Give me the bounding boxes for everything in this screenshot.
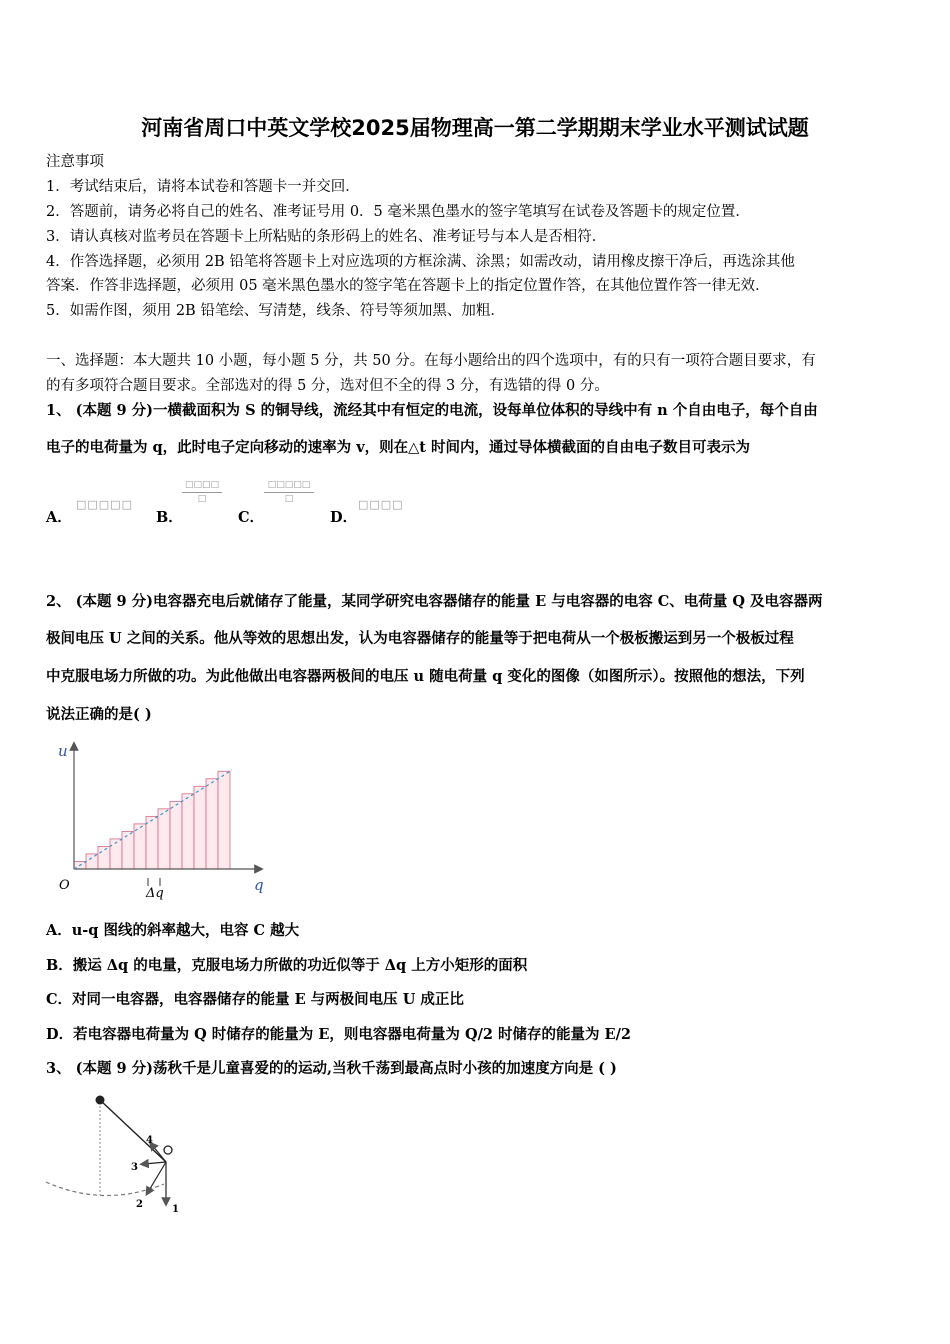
q2-choice-a: A．u-q 图线的斜率越大，电容 C 越大: [46, 922, 300, 939]
note-item-3: 3．请认真核对监考员在答题卡上所粘贴的条形码上的姓名、准考证号与本人是否相符．: [46, 229, 607, 245]
q2-choice-b: B．搬运 Δq 的电量，克服电场力所做的功近似等于 Δq 上方小矩形的面积: [46, 957, 528, 974]
note-item-1: 1．考试结束后，请将本试卷和答题卡一并交回．: [46, 179, 360, 195]
q3-arrow-label-3: 3: [131, 1162, 138, 1173]
section-intro-1: 一、选择题：本大题共 10 小题，每小题 5 分，共 50 分。在每小题给出的四个选项中，有的只有一项符合题目要求，有: [46, 353, 816, 369]
q2-graph-bar: [86, 854, 98, 869]
q2-graph-bar: [206, 779, 218, 869]
q2-graph-u-label: u: [58, 742, 68, 760]
q1-option-d-formula: □□□□: [358, 498, 404, 511]
q2-line-4: 说法正确的是( ): [46, 706, 152, 723]
q2-choice-d: D．若电容器电荷量为 Q 时储存的能量为 E，则电容器电荷量为 Q/2 时储存的能量为 E/2: [46, 1026, 631, 1043]
page-title: 河南省周口中英文学校2025届物理高一第二学期期末学业水平测试试题: [141, 116, 809, 140]
q2-graph-bar: [146, 816, 158, 869]
q1-option-a-label: A．: [46, 509, 72, 526]
q2-graph-bar: [110, 839, 122, 869]
q1-option-b-denominator: □: [197, 494, 207, 504]
q1-option-d-label: D．: [330, 509, 358, 526]
q1-option-c-denominator: □: [284, 494, 294, 504]
q2-graph-bar: [158, 809, 170, 869]
q1-line-2: 电子的电荷量为 q，此时电子定向移动的速率为 v，则在△t 时间内，通过导体横截面的自由电子数目可表示为: [46, 439, 751, 456]
q1-option-c-fraction: [264, 480, 314, 505]
q1-option-b-fraction: [182, 480, 222, 505]
q2-graph-origin-label: O: [59, 878, 70, 893]
q2-graph-bar: [98, 846, 110, 869]
q3-swing-figure: [44, 1090, 204, 1220]
q3-arrow-label-4: 4: [146, 1135, 153, 1146]
q2-u-q-graph: [44, 738, 284, 900]
q1-option-b-numerator: □□□□: [184, 480, 219, 490]
q2-line-3: 中克服电场力所做的功。为此他做出电容器两极间的电压 u 随电荷量 q 变化的图像（如图所示）。按照他的想法，下列: [46, 668, 805, 685]
q2-graph-q-label: q: [254, 876, 264, 894]
q3-arrow-label-1: 1: [172, 1204, 179, 1215]
note-item-2: 2．答题前，请务必将自己的姓名、准考证号用 0．5 毫米黑色墨水的签字笔填写在试卷及答题卡的规定位置．: [46, 204, 750, 220]
q3-line-1: 3、 (本题 9 分)荡秋千是儿童喜爱的的运动,当秋千荡到最高点时小孩的加速度方向是 ( ): [46, 1060, 617, 1077]
q2-graph-bar: [218, 771, 230, 869]
q2-line-1: 2、 (本题 9 分)电容器充电后就储存了能量，某同学研究电容器储存的能量 E 与电容器的电容 C、电荷量 Q 及电容器两: [46, 593, 823, 610]
notes-heading: 注意事项: [46, 154, 104, 170]
q2-graph-bar: [194, 786, 206, 869]
q2-choice-c: C．对同一电容器，电容器储存的能量 E 与两极间电压 U 成正比: [46, 991, 464, 1008]
note-item-5: 5．如需作图，须用 2B 铅笔绘、写清楚，线条、符号等须加黑、加粗．: [46, 303, 505, 319]
q2-graph-bar: [170, 801, 182, 869]
note-item-4: 4．作答选择题，必须用 2B 铅笔将答题卡上对应选项的方框涂满、涂黑；如需改动，请用橡皮擦干净后，再选涂其他: [46, 254, 795, 270]
section-intro-2: 的有多项符合题目要求。全部选对的得 5 分，选对但不全的得 3 分，有选错的得 0 分。: [46, 378, 609, 394]
q1-option-c-label: C．: [238, 509, 265, 526]
q2-line-2: 极间电压 U 之间的关系。他从等效的思想出发，认为电容器储存的能量等于把电荷从一个极板搬运到另一个极板过程: [46, 630, 794, 647]
q3-arrow-label-2: 2: [136, 1199, 143, 1210]
q2-graph-delta-q-label: Δq: [146, 886, 164, 900]
q1-option-b-label: B．: [156, 509, 183, 526]
q1-line-1: 1、 (本题 9 分)一横截面积为 S 的铜导线，流经其中有恒定的电流，设每单位体积的导线中有 n 个自由电子，每个自由: [46, 402, 818, 419]
q1-option-c-numerator: □□□□□: [267, 480, 311, 490]
note-item-4-cont: 答案．作答非选择题，必须用 05 毫米黑色墨水的签字笔在答题卡上的指定位置作答，在其他位置作答一律无效．: [46, 278, 770, 294]
q2-graph-bar: [182, 794, 194, 869]
q2-graph-bar: [122, 831, 134, 869]
q1-option-a-formula: □□□□□: [76, 498, 133, 511]
